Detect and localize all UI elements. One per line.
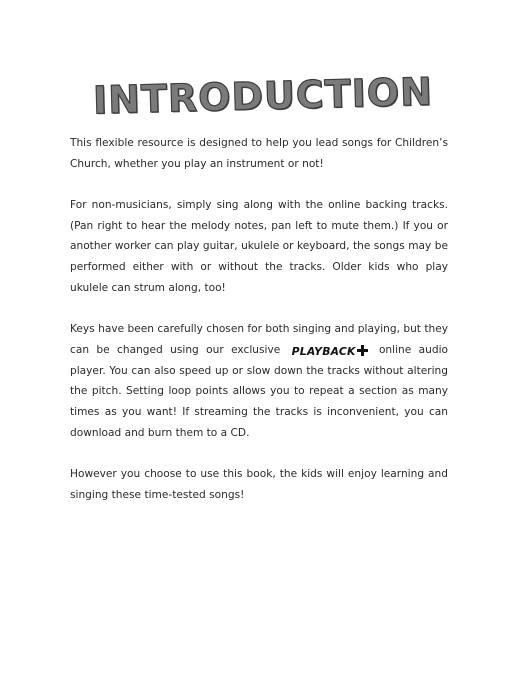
page-title: INTRODUCTION xyxy=(92,69,433,123)
plus-icon xyxy=(357,345,368,356)
playback-logo-text: PLAYBACK xyxy=(291,344,356,358)
title-container xyxy=(0,69,525,123)
paragraph-keys xyxy=(70,319,448,444)
paragraph-closing: However you choose to use this book, the kids will enjoy learning and singing these time-tested songs! xyxy=(70,467,448,501)
paragraph-intro: This flexible resource is designed to help you lead songs for Children’s Church, whether you play an instrument or not! xyxy=(70,137,448,170)
paragraph-keys-end: online audio player. You can also speed up or slow down the tracks without altering the pitch. Setting loop points allows you to repeat a section as many times as you want! If streaming the tracks is inconvenient, you can download and burn them to a CD. xyxy=(70,343,449,439)
paragraph-non-musicians: For non-musicians, simply sing along with the online backing tracks. (Pan right to hear the melody notes, pan left to mute them.) If you or another worker can play guitar, ukulele or keyboard, the songs may be performed either with or without the tracks. Older kids who play ukulele can strum along, too! xyxy=(70,198,448,294)
introduction-body xyxy=(70,133,448,526)
paragraph-keys-start: Keys have been carefully chosen for both singing and playing, but they can be changed using our exclusive xyxy=(70,322,448,356)
playback-plus-logo xyxy=(292,345,368,358)
